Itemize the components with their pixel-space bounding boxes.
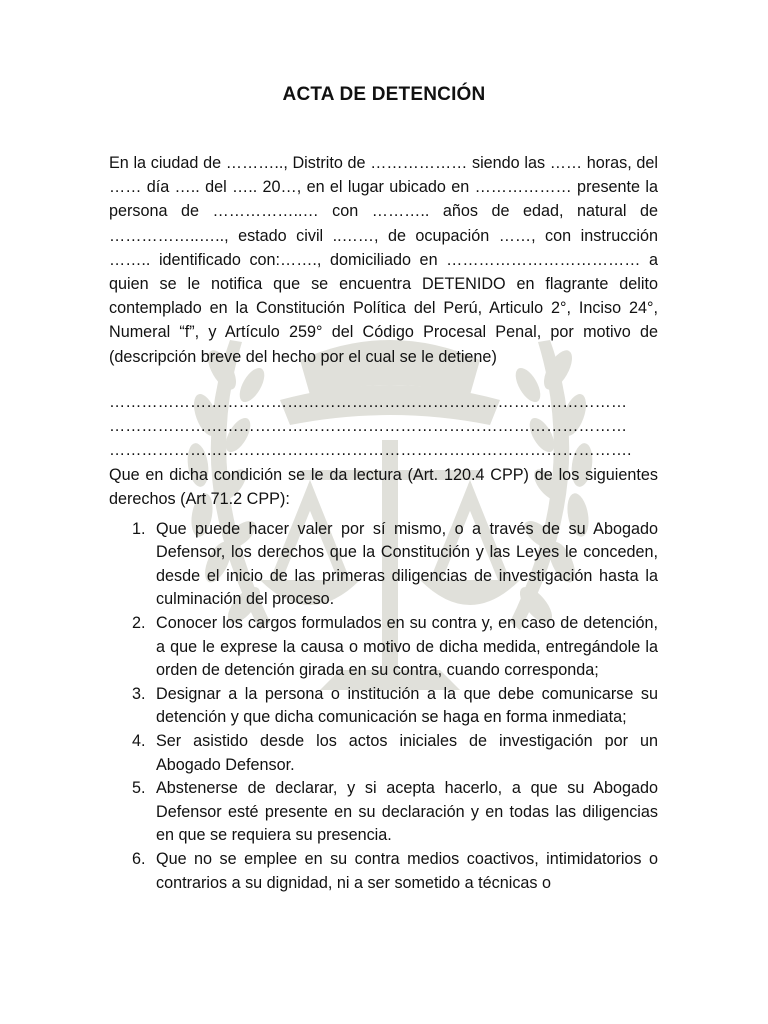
rights-list-item [109,683,658,730]
rights-item-number: 2. [132,614,146,633]
rights-item-number: 6. [132,850,146,869]
rights-list-item [109,777,658,847]
rights-item-number: 4. [132,732,146,751]
rights-list-item [109,612,658,682]
rights-item-number: 1. [132,520,146,538]
rights-item-text: Que no se emplee en su contra medios coactivos, intimidatorios o contrarios a su dignidad, ni a ser sometido a técnicas o [156,850,658,892]
rights-list [109,518,658,896]
rights-item-number: 5. [132,779,146,798]
rights-item-text: Designar a la persona o institución a la que debe comunicarse su detención y que dicha comunicación se haga en forma inmediata; [156,684,658,727]
rights-item-text: Abstenerse de declarar, y si acepta hacerlo, a que su Abogado Defensor esté presente en su declaración y en todas las diligencias en que se requiera su presencia. [156,779,658,845]
rights-item-text: Conocer los cargos formulados en su contra y, en caso de detención, a que le exprese la causa o motivo de dicha medida, entregándole la orden de detención girada en su contra, cuando corresponda; [156,614,658,679]
dotted-line-3: ……………………………………………………………………………………. [109,441,632,459]
document-title: ACTA DE DETENCIÓN [282,84,486,105]
rights-list-item [109,518,658,612]
rights-item-number: 3. [132,684,146,703]
intro-paragraph: En la ciudad de ……….., Distrito de ……………… siendo las …… horas, del …… día ….. del ….. 20…, en el lugar ubicado en ……………… presente la persona de ……………..… con ……….. años de edad, natural de ……………..….., estado civil ..……, de ocupación ……, con instrucción …….. identificado con:……., domiciliado en ……………………………… a quien se le notifica que se encuentra DETENIDO en flagrante delito contemplado en la Constitución Política del Perú, Articulo 2°, Inciso 24°, Numeral “f”, y Artículo 259° del Código Procesal Penal, por motivo de (descripción breve del hecho por el cual se le detiene) [109,154,658,366]
dotted-line-1: …………………………………………………………………………………… [109,393,627,411]
dotted-line-2: …………………………………………………………………………………… [109,417,627,435]
dotted-lines [109,390,658,462]
rights-list-item [109,848,658,895]
rights-item-text: Que puede hacer valer por sí mismo, o a través de su Abogado Defensor, los derechos que la Constitución y las Leyes le conceden, desde el inicio de las primeras diligencias de investigación hasta la culminación del proceso. [156,520,658,609]
rights-item-text: Ser asistido desde los actos iniciales de investigación por un Abogado Defensor. [156,732,658,774]
rights-list-item [109,730,658,777]
rights-intro-paragraph: Que en dicha condición se le da lectura (Art. 120.4 CPP) de los siguientes derechos (Art 71.2 CPP): [109,466,658,509]
